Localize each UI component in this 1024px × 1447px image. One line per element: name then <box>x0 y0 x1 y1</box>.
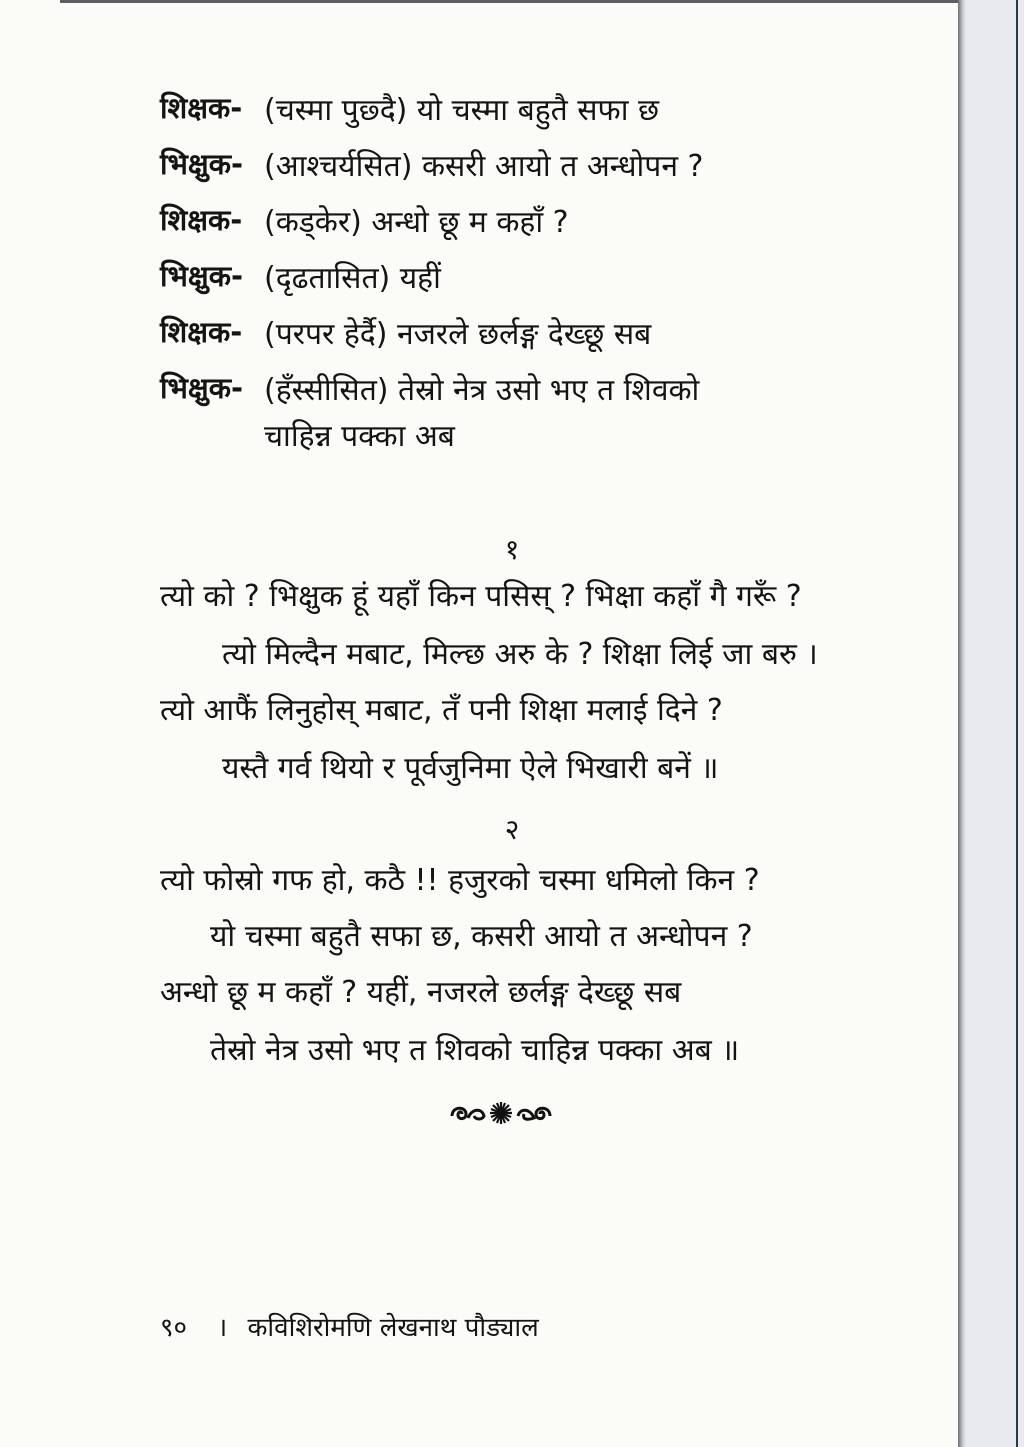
speaker-label: भिक्षुक- <box>160 259 243 293</box>
book-title: कविशिरोमणि लेखनाथ पौड्याल <box>247 1313 539 1343</box>
verse-number: १ <box>504 533 520 566</box>
verse-line: त्यो फोस्रो गफ हो, कठै !! हजुरको चस्मा धमिलो किन ? <box>160 863 760 898</box>
dialogue-text: (कड्केर) अन्धो छू म कहाँ ? <box>264 205 569 240</box>
dialogue-text: (आश्चर्यसित) कसरी आयो त अन्धोपन ? <box>264 149 704 184</box>
speaker-label: शिक्षक- <box>160 91 243 125</box>
page-number: ९० <box>160 1313 188 1343</box>
verse-line: त्यो को ? भिक्षुक हूं यहाँ किन पसिस् ? भिक्षा कहाँ गै गरूँ ? <box>160 579 802 614</box>
dialogue-text: (हँस्सीसित) तेस्रो नेत्र उसो भए त शिवको <box>264 373 700 408</box>
speaker-label: शिक्षक- <box>160 203 243 237</box>
dialogue-text: (चस्मा पुछ्दै) यो चस्मा बहुतै सफा छ <box>264 93 660 128</box>
page-edge-line <box>1016 0 1018 1447</box>
flower-ornament-icon <box>448 1100 554 1126</box>
verse-line: यस्तै गर्व थियो र पूर्वजुनिमा ऐले भिखारी बनें ॥ <box>222 751 719 786</box>
speaker-label: शिक्षक- <box>160 315 243 349</box>
verse-line: त्यो मिल्दैन मबाट, मिल्छ अरु के ? शिक्षा लिई जा बरु । <box>222 637 818 672</box>
page-edge-shadow <box>958 0 966 1447</box>
verse-line: त्यो आफैं लिनुहोस् मबाट, तँ पनी शिक्षा मलाई दिने ? <box>160 693 723 728</box>
dialogue-text: (दृढतासित) यहीं <box>264 261 441 296</box>
speaker-label: भिक्षुक- <box>160 147 243 181</box>
verse-line: यो चस्मा बहुतै सफा छ, कसरी आयो त अन्धोपन ? <box>210 919 753 954</box>
dialogue-text: (परपर हेर्दै) नजरले छर्लङ्ग देख्छू सब <box>264 317 652 352</box>
page-top-edge <box>60 0 960 3</box>
verse-line: अन्धो छू म कहाँ ? यहीं, नजरले छर्लङ्ग देख्छू सब <box>160 975 682 1010</box>
verse-line: तेस्रो नेत्र उसो भए त शिवको चाहिन्न पक्का अब ॥ <box>210 1033 740 1068</box>
verse-number: २ <box>504 813 520 846</box>
dialogue-continuation: चाहिन्न पक्का अब <box>264 419 455 454</box>
speaker-label: भिक्षुक- <box>160 371 243 405</box>
footer-separator: । <box>217 1313 228 1343</box>
page-footer <box>160 1308 539 1344</box>
